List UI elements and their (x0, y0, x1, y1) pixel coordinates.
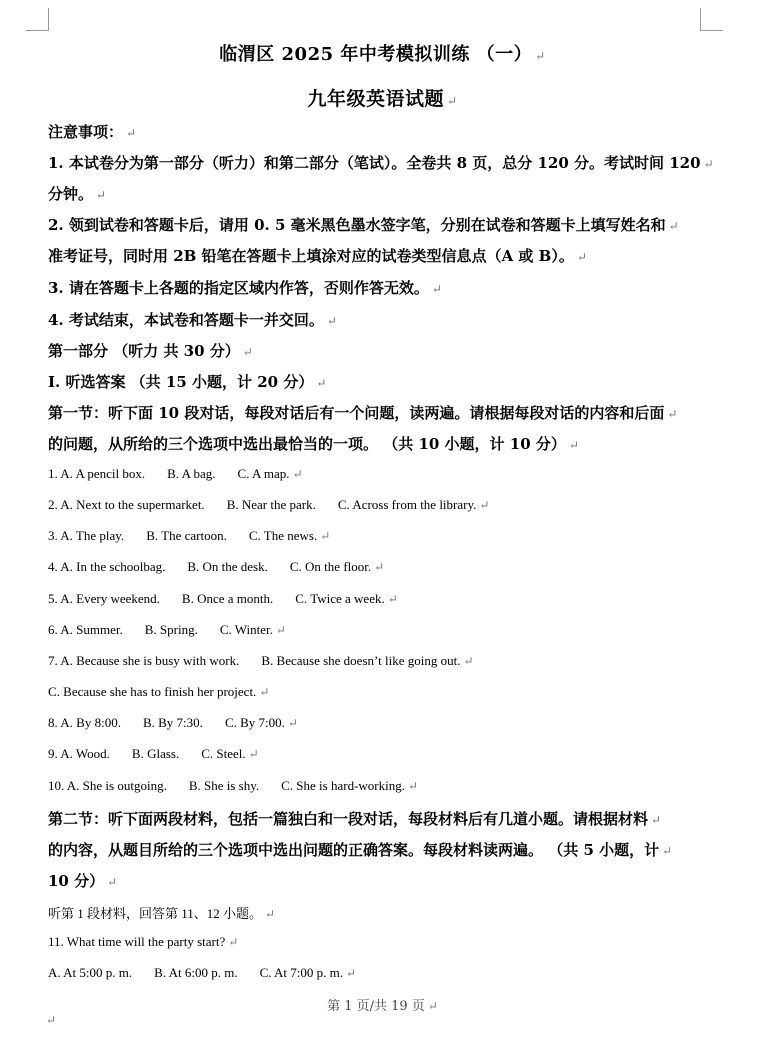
text-segment: 1. 本试卷分为第一部分（听力）和第二部分（笔试）。全卷共 8 页，总分 120 分。考试时间 120 (48, 154, 701, 172)
text-segment: C. She is hard-working. (281, 778, 405, 793)
text-segment: 5. A. Every weekend. (48, 591, 160, 606)
text-segment: 7. A. Because she is busy with work. (48, 653, 240, 668)
crop-mark-top-left (26, 8, 49, 31)
paragraph-mark-icon: ↵ (46, 1013, 57, 1027)
paragraph-mark-icon: ↵ (326, 314, 337, 328)
text-segment: C. The news. (248, 528, 318, 543)
paragraph-mark-icon: ↵ (535, 49, 546, 63)
notice-line (48, 183, 106, 204)
notice-line (48, 214, 679, 235)
text-segment: C. On the floor. (289, 559, 372, 574)
text-segment: 注意事项： (48, 123, 124, 141)
text-segment: A. At 5:00 p. m. (48, 965, 133, 980)
question-line (48, 466, 303, 482)
exam-subtitle: 九年级英语试题 ↵ (307, 88, 458, 110)
text-segment: 2. A. Next to the supermarket. (48, 497, 205, 512)
notice-line (48, 152, 714, 173)
paragraph-mark-icon: ↵ (387, 592, 398, 606)
question-line (48, 653, 474, 669)
text-segment: C. By 7:00. (224, 715, 285, 730)
question-line (48, 591, 398, 607)
text-segment: B. Once a month. (181, 591, 274, 606)
paragraph-mark-icon: ↵ (259, 685, 270, 699)
text-segment: 的问题，从所给的三个选项中选出最恰当的一项。 （共 10 小题，计 10 分） (48, 435, 566, 453)
paragraph-mark-icon: ↵ (479, 498, 490, 512)
paragraph-mark-icon: ↵ (431, 282, 442, 296)
notice-heading (48, 121, 136, 142)
text-segment: 4. 考试结束，本试卷和答题卡一并交回。 (48, 311, 324, 329)
paragraph-mark-icon: ↵ (265, 907, 276, 921)
text-segment: 准考证号，同时用 2B 铅笔在答题卡上填涂对应的试卷类型信息点（A 或 B）。 (48, 247, 574, 265)
text-segment: 10. A. She is outgoing. (48, 778, 167, 793)
text-segment: 第一节：听下面 10 段对话，每段对话后有一个问题，读两遍。请根据每段对话的内容和后面 (48, 404, 665, 422)
text-segment: I. 听选答案 （共 15 小题，计 20 分） (48, 373, 314, 391)
text-segment: C. A map. (237, 466, 290, 481)
text-segment: B. On the desk. (187, 559, 268, 574)
text-segment: C. Because she has to finish her project. (48, 684, 257, 699)
part1-heading (48, 340, 253, 361)
text-segment: 8. A. By 8:00. (48, 715, 121, 730)
text-segment: B. The cartoon. (146, 528, 227, 543)
question-line (48, 965, 356, 981)
paragraph-mark-icon: ↵ (242, 345, 253, 359)
text-segment: B. Near the park. (226, 497, 316, 512)
text-segment: B. A bag. (167, 466, 216, 481)
paragraph-mark-icon: ↵ (228, 935, 239, 949)
paragraph-mark-icon: ↵ (408, 779, 419, 793)
question-line (48, 559, 384, 575)
paragraph-mark-icon: ↵ (374, 560, 385, 574)
section2-instruction (48, 839, 672, 860)
paragraph-mark-icon: ↵ (703, 157, 714, 171)
notice-line (48, 309, 337, 330)
notice-line (48, 277, 442, 298)
paragraph-mark-icon: ↵ (427, 999, 438, 1013)
crop-mark-top-right (700, 8, 723, 31)
text-segment: B. She is shy. (188, 778, 260, 793)
text-segment: C. Steel. (201, 746, 246, 761)
section-heading (48, 371, 326, 392)
paragraph-mark-icon: ↵ (568, 438, 579, 452)
text-segment: 听第 1 段材料，回答第 11、12 小题。 (48, 906, 263, 921)
paragraph-mark-icon: ↵ (667, 407, 678, 421)
question-stem (48, 934, 238, 950)
question-line (48, 497, 489, 513)
text-segment: 11. What time will the party start? (48, 934, 226, 949)
question-line (48, 715, 298, 731)
paragraph-mark-icon: ↵ (107, 875, 118, 889)
notice-line (48, 245, 587, 266)
text-segment: 3. A. The play. (48, 528, 125, 543)
text-segment: 的内容，从题目所给的三个选项中选出问题的正确答案。每段材料读两遍。 （共 5 小题，计 (48, 841, 660, 859)
question-line (48, 684, 269, 700)
paragraph-mark-icon: ↵ (668, 219, 679, 233)
text-segment: 第二节：听下面两段材料，包括一篇独白和一段对话，每段材料后有几道小题。请根据材料 (48, 810, 649, 828)
section1-instruction (48, 402, 677, 423)
section1-instruction (48, 433, 579, 454)
paragraph-mark-icon: ↵ (248, 747, 259, 761)
paragraph-mark-icon: ↵ (346, 966, 357, 980)
material-note (48, 903, 275, 922)
exam-title: 临渭区 2025 年中考模拟训练 （一） ↵ (219, 44, 546, 65)
text-segment: 2. 领到试卷和答题卡后，请用 0. 5 毫米黑色墨水签字笔，分别在试卷和答题卡上填写姓名和 (48, 216, 666, 234)
question-line (48, 778, 418, 794)
text-segment: B. Glass. (131, 746, 180, 761)
paragraph-mark-icon: ↵ (126, 126, 137, 140)
paragraph-mark-icon: ↵ (576, 250, 587, 264)
paragraph-mark-icon: ↵ (446, 94, 458, 108)
section2-instruction (48, 870, 117, 891)
text-segment: 3. 请在答题卡上各题的指定区域内作答，否则作答无效。 (48, 279, 429, 297)
text-segment: B. Because she doesn’t like going out. (261, 653, 461, 668)
paragraph-mark-icon: ↵ (651, 813, 662, 827)
paragraph-mark-icon: ↵ (662, 844, 673, 858)
paragraph-mark-icon: ↵ (287, 716, 298, 730)
paragraph-mark-icon: ↵ (96, 188, 107, 202)
paragraph-mark-icon: ↵ (275, 623, 286, 637)
text-segment: C. Twice a week. (295, 591, 385, 606)
text-segment: 第一部分 （听力 共 30 分） (48, 342, 240, 360)
text-segment: C. At 7:00 p. m. (259, 965, 344, 980)
text-segment: 10 分） (48, 872, 105, 890)
text-segment: 4. A. In the schoolbag. (48, 559, 166, 574)
text-segment: 1. A. A pencil box. (48, 466, 146, 481)
question-line (48, 746, 259, 762)
text-segment: B. By 7:30. (142, 715, 203, 730)
question-line (48, 622, 286, 638)
page-footer: 第 1 页/共 19 页 ↵ (327, 999, 438, 1014)
paragraph-mark-icon: ↵ (320, 529, 331, 543)
paragraph-mark-icon: ↵ (463, 654, 474, 668)
paragraph-mark-icon: ↵ (292, 467, 303, 481)
text-segment: 6. A. Summer. (48, 622, 123, 637)
text-segment: 9. A. Wood. (48, 746, 110, 761)
text-segment: C. Across from the library. (337, 497, 477, 512)
section2-instruction (48, 808, 661, 829)
paragraph-mark-icon: ↵ (316, 376, 327, 390)
question-line (48, 528, 330, 544)
text-segment: B. At 6:00 p. m. (154, 965, 238, 980)
text-segment: C. Winter. (219, 622, 273, 637)
text-segment: 分钟。 (48, 185, 94, 203)
text-segment: B. Spring. (144, 622, 198, 637)
